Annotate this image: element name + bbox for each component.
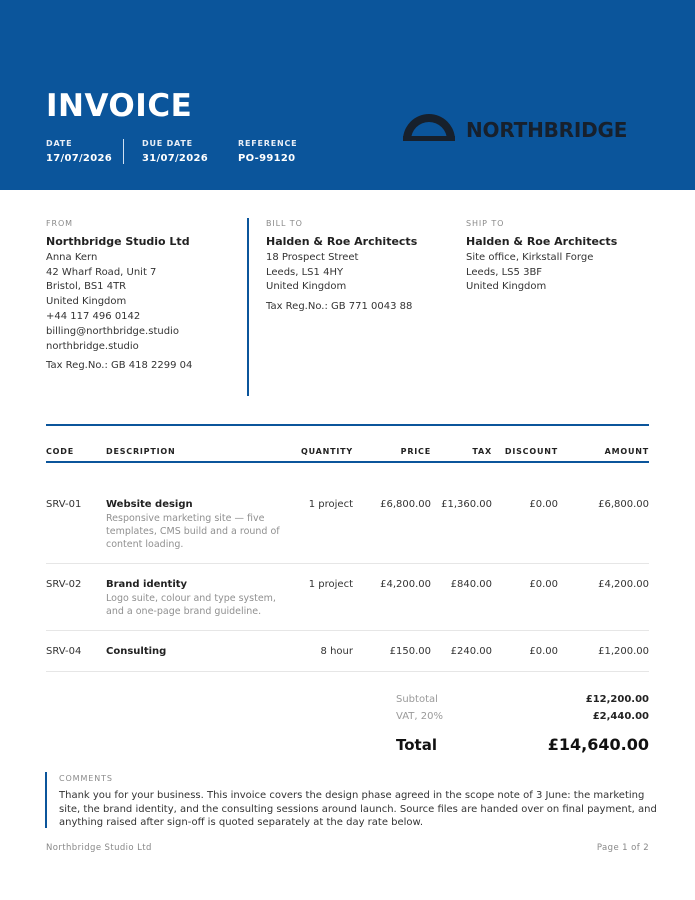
- row-quantity: 1 project: [308, 499, 353, 510]
- ship-to-address: [466, 219, 656, 295]
- bill-to-street: 18 Prospect Street: [266, 251, 359, 263]
- col-header-code: CODE: [46, 447, 74, 456]
- row-description: Logo suite, colour and type system, and a one-page brand guideline.: [106, 593, 276, 617]
- due-date-label: DUE DATE: [142, 139, 193, 148]
- subtotal-label: Subtotal: [396, 694, 438, 705]
- meta-divider: [123, 139, 124, 164]
- bill-to-name: Halden & Roe Architects: [266, 235, 418, 248]
- from-label: FROM: [46, 219, 73, 228]
- reference-block: [238, 139, 297, 164]
- comments-label: COMMENTS: [59, 774, 113, 783]
- row-code: SRV-04: [46, 646, 82, 657]
- col-header-tax: TAX: [472, 447, 492, 456]
- table-top-rule: [46, 424, 649, 426]
- ship-to-city: Leeds, LS5 3BF: [466, 266, 543, 278]
- from-email: billing@northbridge.studio: [46, 325, 179, 337]
- row-discount: £0.00: [529, 579, 558, 590]
- row-divider: [46, 563, 649, 564]
- comments-accent-bar: [45, 772, 47, 828]
- col-header-description: DESCRIPTION: [106, 447, 176, 456]
- row-amount: £1,200.00: [598, 646, 649, 657]
- ship-to-site: Site office, Kirkstall Forge: [466, 251, 594, 263]
- row-price: £150.00: [389, 646, 431, 657]
- footer-company: Northbridge Studio Ltd: [46, 843, 152, 853]
- row-price: £6,800.00: [380, 499, 431, 510]
- row-divider: [46, 671, 649, 672]
- date-label: DATE: [46, 139, 73, 148]
- from-address: [46, 219, 241, 374]
- from-phone: +44 117 496 0142: [46, 310, 141, 322]
- col-header-amount: AMOUNT: [604, 447, 649, 456]
- row-amount: £6,800.00: [598, 499, 649, 510]
- col-header-quantity: QUANTITY: [300, 447, 353, 456]
- row-amount: £4,200.00: [598, 579, 649, 590]
- from-divider: [247, 218, 249, 396]
- bill-to-tax-reg: Tax Reg.No.: GB 771 0043 88: [266, 301, 413, 313]
- bill-to-country: United Kingdom: [266, 281, 347, 293]
- from-company-name: Northbridge Studio Ltd: [46, 235, 190, 248]
- from-website: northbridge.studio: [46, 340, 139, 352]
- row-code: SRV-01: [46, 499, 82, 510]
- invoice-title: INVOICE: [46, 88, 193, 124]
- due-date-block: [142, 139, 208, 164]
- row-code: SRV-02: [46, 579, 82, 590]
- row-title: Consulting: [106, 646, 167, 657]
- half-circle-logo-icon: [401, 112, 457, 142]
- row-title: Brand identity: [106, 579, 188, 590]
- from-tax-reg: Tax Reg.No.: GB 418 2299 04: [46, 360, 193, 372]
- comments-text: Thank you for your business. This invoice covers the design phase agreed in the scope note of 3 June: the marketing site, the brand identity, and the consulting sessions around launch. Source files are handed over on final payment, and anything raised after sign-off is quoted separately at the day rate below.: [59, 790, 657, 828]
- from-country: United Kingdom: [46, 296, 127, 308]
- row-quantity: 8 hour: [320, 646, 353, 657]
- row-description: Responsive marketing site — five templates, CMS build and a round of content loading.: [106, 513, 280, 550]
- row-discount: £0.00: [529, 499, 558, 510]
- row-divider: [46, 630, 649, 631]
- row-tax: £1,360.00: [441, 499, 492, 510]
- from-contact: Anna Kern: [46, 251, 98, 263]
- table-header-rule: [46, 461, 649, 463]
- reference-value: PO-99120: [238, 153, 296, 164]
- ship-to-label: SHIP TO: [466, 219, 505, 228]
- bill-to-address: [266, 219, 456, 315]
- bill-to-city: Leeds, LS1 4HY: [266, 266, 344, 278]
- reference-label: REFERENCE: [238, 139, 298, 148]
- brand-name: NORTHBRIDGE: [466, 118, 628, 142]
- ship-to-name: Halden & Roe Architects: [466, 235, 618, 248]
- row-quantity: 1 project: [308, 579, 353, 590]
- date-value: 17/07/2026: [46, 153, 112, 164]
- bill-to-label: BILL TO: [266, 219, 303, 228]
- ship-to-country: United Kingdom: [466, 281, 547, 293]
- total-value: £14,640.00: [547, 735, 649, 754]
- due-date-value: 31/07/2026: [142, 153, 208, 164]
- vat-value: £2,440.00: [592, 711, 649, 722]
- footer-page-number: Page 1 of 2: [596, 843, 649, 853]
- invoice-header: [0, 0, 695, 190]
- row-title: Website design: [106, 499, 193, 510]
- col-header-price: PRICE: [400, 447, 431, 456]
- row-price: £4,200.00: [380, 579, 431, 590]
- total-label: Total: [396, 736, 437, 754]
- row-discount: £0.00: [529, 646, 558, 657]
- subtotal-value: £12,200.00: [585, 694, 649, 705]
- row-tax: £840.00: [450, 579, 492, 590]
- col-header-discount: DISCOUNT: [504, 447, 558, 456]
- from-street: 42 Wharf Road, Unit 7: [46, 266, 157, 278]
- row-tax: £240.00: [450, 646, 492, 657]
- from-city: Bristol, BS1 4TR: [46, 281, 127, 293]
- vat-label: VAT, 20%: [396, 711, 443, 722]
- date-block: [46, 139, 112, 164]
